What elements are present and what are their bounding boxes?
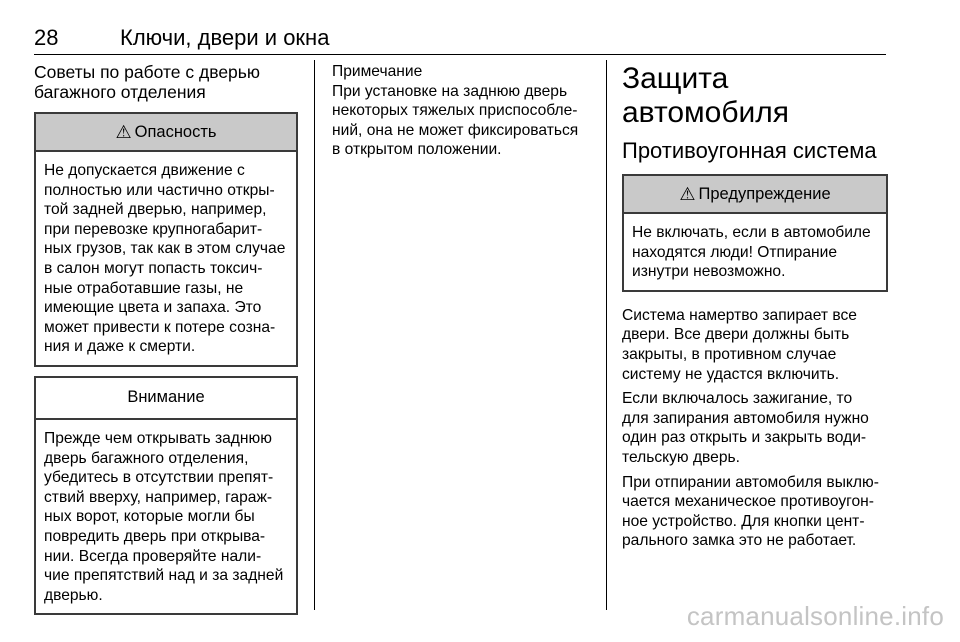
text-line: ния и даже к смерти. (44, 338, 196, 356)
text-line: ных грузов, так как в этом случае (44, 240, 286, 258)
text-line: при перевозке крупногабарит- (44, 220, 263, 238)
left-column (34, 62, 298, 624)
text-line: чается механическое противоугон- (622, 493, 874, 511)
text-line: Система намертво запирает все (622, 306, 857, 324)
middle-column (332, 62, 600, 160)
text-line: ствий вверху, например, гараж- (44, 488, 273, 506)
danger-box (34, 112, 298, 367)
text-line: двери. Все двери должны быть (622, 326, 850, 344)
text-line: имеющие цвета и запаха. Это (44, 299, 262, 317)
text-line: чие препятствий над и за задней (44, 567, 284, 585)
section-title-line: багажного отделения (34, 82, 206, 102)
text-line: Если включалось зажигание, то (622, 390, 853, 408)
danger-box-header (36, 114, 296, 152)
text-line: дверь багажного отделения, (44, 449, 249, 467)
text-line: ное устройство. Для кнопки цент- (622, 512, 865, 530)
text-line: в открытом положении. (332, 141, 502, 159)
text-line: ний, она не может фиксироваться (332, 121, 579, 139)
note-label: Примечание (332, 63, 423, 80)
text-line: При отпирании автомобиля выклю- (622, 473, 879, 491)
text-line: может привести к потере созна- (44, 318, 276, 336)
text-line: ных ворот, которые могли бы (44, 508, 255, 526)
text-line: При установке на заднюю дверь (332, 82, 568, 100)
warning-triangle-icon: ⚠ (679, 184, 696, 204)
section-title-tailgate-tips (34, 62, 298, 102)
column-divider-right (606, 60, 607, 610)
text-line: для запирания автомобиля нужно (622, 409, 869, 427)
text-line: тельскую дверь. (622, 448, 740, 466)
text-line: Прежде чем открывать заднюю (44, 429, 272, 447)
danger-box-title: Опасность (134, 122, 217, 141)
warning-box-header (624, 176, 886, 214)
caution-box-header (36, 378, 296, 420)
text-line: систему не удастся включить. (622, 365, 840, 383)
text-line: закрыты, в противном случае (622, 345, 837, 363)
caution-box (34, 376, 298, 615)
text-line: один раз открыть и закрыть води- (622, 429, 867, 447)
text-line: ные отработавшие газы, не (44, 279, 244, 297)
warning-box (622, 174, 888, 292)
paragraph (622, 389, 888, 467)
text-line: изнутри невозможно. (632, 263, 786, 281)
page-header (34, 20, 886, 55)
text-line: Не включать, если в автомобиле (632, 224, 871, 241)
paragraph (622, 473, 888, 551)
text-line: рального замка это не работает. (622, 532, 857, 550)
text-line: Не допускается движение с (44, 162, 245, 179)
caution-box-body (36, 420, 296, 613)
text-line: той задней дверью, например, (44, 201, 267, 219)
text-line: полностью или частично откры- (44, 181, 275, 199)
text-line: некоторых тяжелых приспособле- (332, 102, 578, 120)
warning-triangle-icon: ⚠ (115, 122, 132, 142)
warning-box-title: Предупреждение (698, 184, 831, 203)
note-body (332, 82, 600, 160)
text-line: повредить дверь при открыва- (44, 527, 266, 545)
text-line: нии. Всегда проверяйте нали- (44, 547, 262, 565)
page-number: 28 (34, 25, 59, 50)
warning-box-body (624, 214, 886, 290)
danger-box-body (36, 152, 296, 365)
text-line: дверью. (44, 586, 103, 604)
text-line: находятся люди! Отпирание (632, 243, 838, 261)
paragraph (622, 306, 888, 384)
main-section-title: Защита автомобиля (622, 62, 790, 129)
right-column (622, 62, 888, 556)
watermark: carmanualsonline.info (686, 601, 944, 631)
text-line: убедитесь в отсутствии препят- (44, 469, 274, 487)
chapter-title: Ключи, двери и окна (120, 25, 330, 50)
column-divider-left (314, 60, 315, 610)
subsection-title: Противоугонная система (622, 138, 877, 163)
caution-box-title: Внимание (127, 388, 205, 407)
section-title-line: Советы по работе с дверью (34, 62, 261, 82)
text-line: в салон могут попасть токсич- (44, 259, 263, 277)
